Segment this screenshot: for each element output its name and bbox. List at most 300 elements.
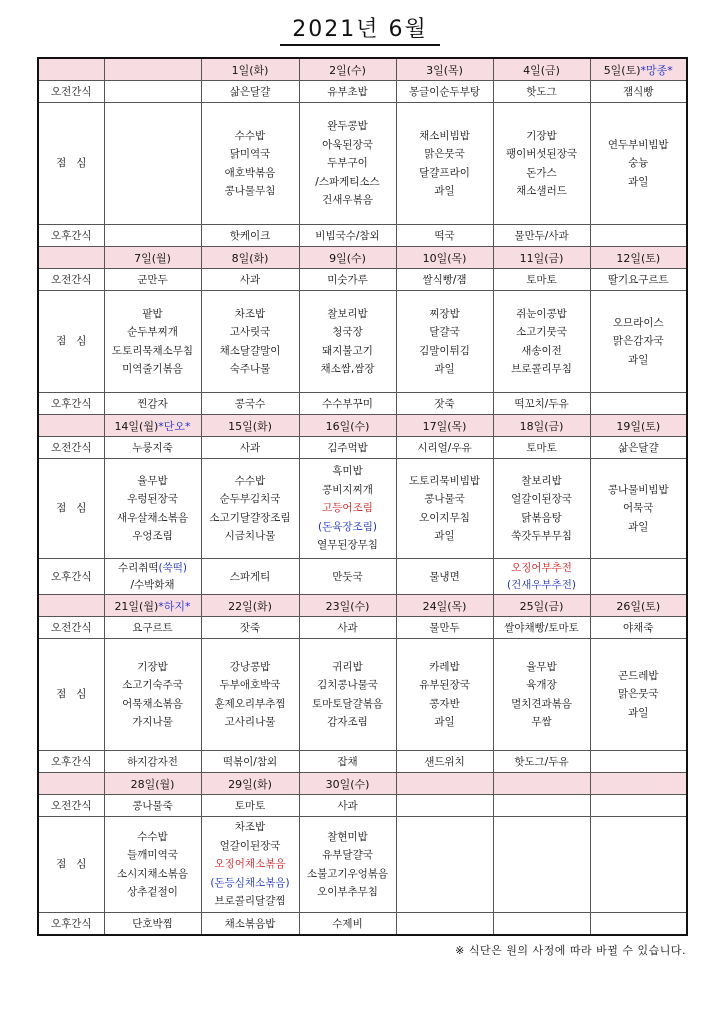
date-cell: [299, 58, 396, 81]
date-cell: [104, 247, 201, 269]
lunch-item: 귀리밥: [332, 660, 363, 673]
morning-snack-label: 오전간식: [38, 617, 104, 639]
lunch-item: 기장밥: [526, 129, 557, 142]
lunch-item: 어묵국: [623, 502, 654, 515]
morning-snack-cell: 군만두: [104, 269, 201, 291]
holiday-label: *망종*: [640, 63, 673, 77]
lunch-item: 콩나물국: [424, 493, 465, 505]
morning-snack-row: [38, 437, 687, 459]
lunch-label: 점 심: [38, 817, 104, 913]
lunch-item: 김말이튀김: [419, 344, 470, 357]
lunch-item: 찰보리밥: [521, 474, 562, 487]
date-row: [38, 773, 687, 795]
date-cell: [104, 773, 201, 795]
lunch-item: 채소샐러드: [516, 185, 567, 197]
lunch-cell: [201, 291, 299, 393]
lunch-item: 시금치나물: [224, 530, 276, 542]
meal-plan-table: [37, 57, 688, 936]
afternoon-snack-line: (건새우부추전): [506, 578, 577, 591]
date-cell: [104, 58, 201, 81]
date-label: 22일(화): [228, 599, 272, 613]
afternoon-snack-cell: 잡채: [299, 751, 396, 773]
afternoon-snack-row: [38, 393, 687, 415]
lunch-item: 숙주나물: [229, 363, 271, 375]
lunch-item: 오이부추무침: [317, 886, 378, 898]
lunch-item: 가지나물: [132, 716, 173, 728]
date-label: 17일(목): [422, 419, 467, 433]
date-row-corner: [38, 415, 104, 437]
morning-snack-label: 오전간식: [38, 81, 104, 103]
lunch-item: 돈가스: [526, 166, 557, 179]
afternoon-snack-cell: 비빔국수/참외: [299, 225, 396, 247]
morning-snack-row: [38, 795, 687, 817]
date-cell: [493, 247, 590, 269]
lunch-item: 곤드레밥: [617, 669, 659, 682]
morning-snack-cell: 김주먹밥: [299, 437, 396, 459]
lunch-label: 점 심: [38, 291, 104, 393]
afternoon-snack-cell: [590, 393, 687, 415]
lunch-item: 팽이버섯된장국: [505, 148, 577, 160]
date-row-corner: [38, 58, 104, 81]
lunch-cell: [299, 291, 396, 393]
morning-snack-cell: 유부초밥: [299, 81, 396, 103]
lunch-cell: [493, 291, 590, 393]
date-cell: [396, 773, 493, 795]
holiday-label: *하지*: [158, 599, 191, 613]
lunch-item: 맑은뭇국: [424, 148, 465, 160]
lunch-item: 미역줄기볶음: [122, 363, 183, 375]
morning-snack-cell: [493, 795, 590, 817]
lunch-cell: [104, 459, 201, 559]
lunch-item: 청국장: [332, 326, 363, 338]
date-label: 24일(목): [422, 599, 467, 613]
morning-snack-row: [38, 81, 687, 103]
afternoon-snack-cell: 채소볶음밥: [201, 913, 299, 936]
afternoon-snack-cell: 떡꼬치/두유: [493, 393, 590, 415]
lunch-item: 고등어조림: [322, 502, 373, 515]
morning-snack-cell: 사과: [299, 795, 396, 817]
date-cell: [590, 58, 687, 81]
lunch-item: 소고기숙주국: [122, 679, 183, 691]
date-row: [38, 415, 687, 437]
lunch-row: [38, 817, 687, 913]
lunch-cell: [299, 103, 396, 225]
lunch-item: 콩자반: [429, 697, 460, 710]
lunch-item: 콩나물비빔밥: [607, 483, 669, 496]
date-label: 1일(화): [231, 63, 269, 77]
afternoon-snack-label: 오후간식: [38, 751, 104, 773]
lunch-item: 소고기뭇국: [516, 326, 567, 338]
date-label: 18일(금): [519, 419, 564, 433]
lunch-cell: [201, 103, 299, 225]
lunch-cell: [590, 459, 687, 559]
date-label: 12일(토): [616, 251, 661, 265]
afternoon-snack-cell: 떡볶이/참외: [201, 751, 299, 773]
lunch-item: 닭미역국: [229, 148, 271, 160]
afternoon-snack-cell: 콩국수: [201, 393, 299, 415]
lunch-item: 육개장: [526, 679, 557, 691]
lunch-item: 콩나물무침: [224, 185, 276, 197]
morning-snack-cell: [104, 81, 201, 103]
morning-snack-cell: 사과: [299, 617, 396, 639]
date-cell: [590, 247, 687, 269]
lunch-item: 애호박볶음: [224, 166, 276, 179]
lunch-cell: [104, 291, 201, 393]
lunch-item: 소불고기우엉볶음: [306, 867, 389, 880]
lunch-item: 우엉조림: [132, 530, 173, 542]
afternoon-snack-cell: [590, 559, 687, 595]
lunch-item: 찰보리밥: [327, 307, 368, 320]
morning-snack-row: [38, 269, 687, 291]
afternoon-snack-row: [38, 751, 687, 773]
lunch-row: [38, 639, 687, 751]
lunch-item: 완두콩밥: [327, 120, 368, 133]
afternoon-snack-cell: [590, 913, 687, 936]
date-row-corner: [38, 773, 104, 795]
afternoon-snack-cell: 찐감자: [104, 393, 201, 415]
lunch-item: 과일: [628, 706, 649, 719]
morning-snack-cell: [396, 795, 493, 817]
lunch-item: 토마토달걀볶음: [311, 697, 383, 710]
lunch-item: 훈제오리부추찜: [214, 697, 286, 710]
date-label: 8일(화): [231, 251, 269, 265]
morning-snack-cell: 토마토: [493, 437, 590, 459]
date-label: 9일(수): [329, 251, 366, 265]
lunch-item: 팥밥: [142, 307, 163, 320]
morning-snack-cell: 콩나물죽: [104, 795, 201, 817]
lunch-item: 유부달걀국: [322, 849, 373, 861]
lunch-cell: [493, 639, 590, 751]
date-row: [38, 247, 687, 269]
lunch-item: 고사리나물: [224, 716, 276, 728]
lunch-item: 쥐눈이콩밥: [516, 307, 567, 320]
lunch-item: 상추겉절이: [127, 886, 178, 898]
lunch-item: 열무된장무침: [317, 539, 378, 552]
date-label: 28일(월): [130, 777, 175, 791]
date-cell: [299, 773, 396, 795]
lunch-item: 콩비지찌개: [322, 483, 373, 496]
afternoon-snack-cell: 핫도그/두유: [493, 751, 590, 773]
lunch-item: 소시지채소볶음: [116, 867, 188, 880]
morning-snack-cell: 잣죽: [201, 617, 299, 639]
lunch-cell: [493, 459, 590, 559]
lunch-row: [38, 291, 687, 393]
lunch-item: 과일: [434, 530, 455, 542]
lunch-item: 얼갈이된장국: [219, 839, 281, 852]
afternoon-snack-label: 오후간식: [38, 913, 104, 936]
morning-snack-label: 오전간식: [38, 795, 104, 817]
lunch-item: 찌장밥: [429, 307, 460, 320]
lunch-item: 우렁된장국: [127, 493, 178, 505]
afternoon-snack-cell: [396, 913, 493, 936]
morning-snack-cell: 야채죽: [590, 617, 687, 639]
lunch-item: 맑은뭇국: [617, 688, 659, 701]
lunch-item: 달걀프라이: [419, 166, 470, 179]
date-label: 14일(월): [114, 419, 159, 433]
lunch-item: 달걀국: [429, 326, 460, 338]
morning-snack-cell: 토마토: [493, 269, 590, 291]
afternoon-snack-cell: [493, 913, 590, 936]
lunch-item: 차조밥: [234, 307, 266, 320]
afternoon-snack-cell: [493, 559, 590, 595]
morning-snack-cell: 삶은달걀: [590, 437, 687, 459]
date-cell: [201, 58, 299, 81]
date-label: 7일(월): [134, 251, 171, 265]
date-label: 10일(목): [422, 251, 467, 265]
date-row-corner: [38, 247, 104, 269]
lunch-item: 과일: [434, 363, 455, 375]
lunch-item: 과일: [434, 716, 455, 728]
lunch-item: 고사릿국: [229, 326, 271, 338]
afternoon-snack-cell: 스파게티: [201, 559, 299, 595]
lunch-item: 어묵채소볶음: [122, 697, 183, 710]
lunch-item: 순두부김치국: [219, 493, 281, 505]
lunch-item: 채소쌈,쌈장: [320, 363, 375, 375]
lunch-item: 새우살채소볶음: [116, 511, 188, 524]
date-cell: [493, 415, 590, 437]
lunch-cell: [299, 817, 396, 913]
lunch-item: 과일: [434, 185, 455, 197]
lunch-row: [38, 459, 687, 559]
morning-snack-cell: 토마토: [201, 795, 299, 817]
date-label: 19일(토): [616, 419, 661, 433]
lunch-item: 건새우볶음: [322, 194, 373, 207]
lunch-item: 강낭콩밥: [229, 660, 271, 673]
date-label: 2일(수): [329, 63, 366, 77]
date-cell: [493, 773, 590, 795]
morning-snack-cell: 잼식빵: [590, 81, 687, 103]
lunch-item: 김치콩나물국: [317, 679, 378, 691]
date-cell: [493, 595, 590, 617]
afternoon-snack-label: 오후간식: [38, 559, 104, 595]
lunch-cell: [590, 291, 687, 393]
date-cell: [396, 595, 493, 617]
lunch-item: 브로콜리달걀찜: [214, 895, 286, 908]
lunch-cell: [396, 459, 493, 559]
afternoon-snack-row: [38, 225, 687, 247]
lunch-cell: [396, 103, 493, 225]
lunch-item: 감자조림: [327, 716, 368, 728]
date-row: [38, 58, 687, 81]
meal-plan-body: [38, 58, 687, 935]
page-title: [0, 12, 720, 46]
lunch-item: 쑥갓두부무침: [511, 530, 572, 542]
morning-snack-cell: 딸기요구르트: [590, 269, 687, 291]
lunch-cell: [104, 103, 201, 225]
lunch-cell: [396, 639, 493, 751]
date-label: 29일(화): [228, 777, 272, 791]
afternoon-snack-cell: 수제비: [299, 913, 396, 936]
date-cell: [201, 415, 299, 437]
lunch-cell: [201, 817, 299, 913]
date-label: 21일(월): [114, 599, 159, 613]
lunch-item: 차조밥: [234, 821, 266, 834]
date-label: 23일(수): [325, 599, 370, 613]
lunch-cell: [590, 817, 687, 913]
lunch-item: 들깨미역국: [127, 849, 178, 861]
lunch-item: 유부된장국: [419, 679, 470, 691]
lunch-item: 새송이전: [521, 344, 562, 357]
afternoon-snack-cell: [104, 559, 201, 595]
lunch-item: 카레밥: [429, 660, 460, 673]
lunch-item: 두부구이: [327, 157, 368, 170]
date-cell: [396, 415, 493, 437]
lunch-item: 과일: [628, 353, 649, 366]
afternoon-snack-cell: 핫케이크: [201, 225, 299, 247]
lunch-item: 소고기달걀장조림: [209, 511, 291, 524]
morning-snack-cell: 누룽지죽: [104, 437, 201, 459]
date-label: 16일(수): [325, 419, 370, 433]
date-cell: [201, 773, 299, 795]
afternoon-snack-label: 오후간식: [38, 393, 104, 415]
morning-snack-cell: 요구르트: [104, 617, 201, 639]
lunch-label: 점 심: [38, 103, 104, 225]
afternoon-snack-cell: 잣죽: [396, 393, 493, 415]
afternoon-snack-cell: 떡국: [396, 225, 493, 247]
afternoon-snack-cell: 수수부꾸미: [299, 393, 396, 415]
lunch-item: 연두부비빔밥: [607, 138, 669, 151]
date-cell: [299, 247, 396, 269]
afternoon-snack-cell: 샌드위치: [396, 751, 493, 773]
lunch-cell: [299, 459, 396, 559]
lunch-item: 흑미밥: [332, 465, 363, 478]
date-cell: [590, 773, 687, 795]
lunch-item: 채소달걀말이: [219, 344, 281, 357]
morning-snack-cell: [590, 795, 687, 817]
date-row: [38, 595, 687, 617]
lunch-cell: [104, 817, 201, 913]
morning-snack-cell: 사과: [201, 437, 299, 459]
lunch-item: 수수밥: [234, 129, 266, 142]
morning-snack-label: 오전간식: [38, 437, 104, 459]
lunch-item: 기장밥: [137, 660, 168, 673]
afternoon-snack-line: 오징어부추전: [511, 561, 572, 574]
lunch-cell: [493, 103, 590, 225]
morning-snack-label: 오전간식: [38, 269, 104, 291]
lunch-label: 점 심: [38, 639, 104, 751]
date-label: 11일(금): [519, 251, 564, 265]
lunch-cell: [590, 103, 687, 225]
lunch-item: 율무밥: [137, 474, 168, 487]
lunch-item: 수수밥: [234, 474, 266, 487]
date-cell: [104, 595, 201, 617]
lunch-cell: [201, 459, 299, 559]
morning-snack-cell: 몽글이순두부탕: [396, 81, 493, 103]
morning-snack-cell: 쌀야채빵/토마토: [493, 617, 590, 639]
afternoon-snack-cell: 만둣국: [299, 559, 396, 595]
afternoon-snack-row: [38, 913, 687, 936]
date-cell: [590, 415, 687, 437]
morning-snack-cell: 물만두: [396, 617, 493, 639]
lunch-cell: [590, 639, 687, 751]
lunch-cell: [201, 639, 299, 751]
lunch-item: 아욱된장국: [322, 138, 373, 151]
lunch-item: 얼갈이된장국: [511, 493, 572, 505]
lunch-item: 순두부찌개: [127, 326, 178, 338]
afternoon-snack-label: 오후간식: [38, 225, 104, 247]
date-cell: [104, 415, 201, 437]
lunch-item: 오이지무침: [419, 511, 470, 524]
date-cell: [299, 595, 396, 617]
holiday-label: *단오*: [158, 419, 191, 433]
lunch-item: 무쌈: [531, 716, 552, 728]
lunch-item: 율무밥: [526, 660, 557, 673]
lunch-item: (돈등심채소볶음): [210, 876, 290, 889]
footnote: ※ 식단은 원의 사정에 따라 바뀔 수 있습니다.: [455, 944, 686, 957]
date-label: 4일(금): [523, 63, 560, 77]
afternoon-snack-cell: 물냉면: [396, 559, 493, 595]
afternoon-snack-cell: 물만두/사과: [493, 225, 590, 247]
lunch-item: 과일: [628, 520, 649, 533]
date-cell: [299, 415, 396, 437]
lunch-item: 채소비빔밥: [419, 129, 470, 142]
morning-snack-cell: 삶은달걀: [201, 81, 299, 103]
lunch-item: 오징어채소볶음: [214, 858, 286, 871]
date-cell: [396, 247, 493, 269]
afternoon-snack-line: /수박화채: [130, 578, 175, 591]
page-title-text: 2021년 6월: [280, 12, 439, 46]
afternoon-snack-cell: [104, 225, 201, 247]
date-label: 3일(목): [426, 63, 463, 77]
lunch-item: 도토리묵비빔밥: [408, 474, 480, 487]
lunch-item: 오므라이스: [612, 316, 664, 329]
morning-snack-row: [38, 617, 687, 639]
morning-snack-cell: 사과: [201, 269, 299, 291]
morning-snack-cell: 시리얼/우유: [396, 437, 493, 459]
date-cell: [201, 595, 299, 617]
date-row-corner: [38, 595, 104, 617]
lunch-cell: [104, 639, 201, 751]
lunch-item: /스파게티소스: [315, 175, 380, 188]
lunch-item: 맑은감자국: [612, 335, 664, 348]
date-cell: [590, 595, 687, 617]
afternoon-snack-cell: [590, 751, 687, 773]
lunch-item: 두부애호박국: [219, 679, 281, 691]
date-label: 25일(금): [519, 599, 564, 613]
lunch-label: 점 심: [38, 459, 104, 559]
lunch-item: 돼지불고기: [322, 344, 373, 357]
afternoon-snack-cell: 단호박찜: [104, 913, 201, 936]
afternoon-snack-cell: 하지감자전: [104, 751, 201, 773]
date-cell: [396, 58, 493, 81]
afternoon-snack-line: 수리취떡(쑥떡): [117, 561, 188, 574]
lunch-item: 브로콜리무침: [511, 363, 572, 375]
lunch-item: 수수밥: [137, 830, 168, 843]
lunch-item: 닭볶음탕: [521, 511, 562, 524]
lunch-item: 멸치견과볶음: [511, 697, 572, 710]
lunch-cell: [299, 639, 396, 751]
afternoon-snack-row: [38, 559, 687, 595]
date-cell: [493, 58, 590, 81]
date-label: 26일(토): [616, 599, 661, 613]
lunch-cell: [396, 817, 493, 913]
afternoon-snack-cell: [590, 225, 687, 247]
lunch-cell: [493, 817, 590, 913]
date-label: 15일(화): [228, 419, 272, 433]
lunch-item: 도토리묵채소무침: [111, 344, 194, 357]
morning-snack-cell: 미숫가루: [299, 269, 396, 291]
date-label: 30일(수): [325, 777, 370, 791]
morning-snack-cell: 핫도그: [493, 81, 590, 103]
date-cell: [201, 247, 299, 269]
lunch-item: (돈육장조림): [318, 520, 377, 533]
lunch-row: [38, 103, 687, 225]
morning-snack-cell: 쌀식빵/잼: [396, 269, 493, 291]
date-label: 5일(토): [603, 63, 641, 77]
lunch-item: 숭늉: [628, 157, 649, 170]
lunch-item: 과일: [628, 175, 649, 188]
lunch-item: 찰현미밥: [327, 830, 368, 843]
